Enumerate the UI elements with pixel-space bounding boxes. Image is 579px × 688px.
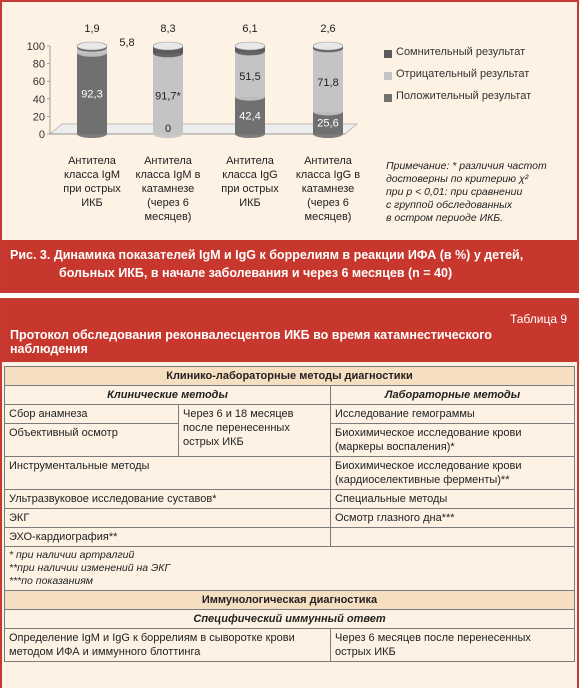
- table-cell: Инструментальные методы: [5, 457, 331, 490]
- category-label: класса IgG в: [295, 169, 361, 181]
- table-cell: Биохимическое исследование крови (маркеры воспаления)*: [331, 424, 575, 457]
- table-cell: Исследование гемограммы: [331, 405, 575, 424]
- bar-segment-bottom: [235, 130, 265, 138]
- y-tick-label: 60: [32, 76, 45, 89]
- y-tick-label: 40: [32, 93, 45, 106]
- category-label: ИКБ: [81, 197, 103, 209]
- legend-item: [384, 90, 574, 112]
- data-label: 6,1: [242, 23, 258, 35]
- table-number: Таблица 9: [509, 312, 567, 326]
- category-label: (через 6: [307, 197, 349, 209]
- data-label: 8,3: [160, 23, 176, 35]
- legend-item: [384, 46, 574, 68]
- caption-line: Рис. 3. Динамика показателей IgM и IgG к боррелиям в реакции ИФА (в %) у детей,: [10, 248, 524, 262]
- table-title: Протокол обследования реконвалесцентов ИКБ во время катамнестического наблюдения: [10, 328, 492, 356]
- table-cell: Определение IgM и IgG к боррелиям в сыворотке крови методом ИФА и иммунного блоттинга: [5, 629, 331, 662]
- table-cell: ЭХО-кардиография**: [5, 528, 331, 547]
- y-tick-label: 100: [26, 41, 45, 53]
- data-label: 91,7*: [155, 90, 181, 103]
- bar-top-cap: [235, 42, 265, 50]
- figure-caption: [2, 240, 577, 291]
- legend-swatch: [384, 94, 392, 102]
- footnote: **при наличии изменений на ЭКГ: [9, 562, 171, 574]
- bar-segment-bottom: [77, 130, 107, 138]
- column-header-lab: Лабораторные методы: [331, 386, 575, 405]
- table-cell: Биохимическое исследование крови (кардиоселективные ферменты)**: [331, 457, 575, 490]
- y-tick-label: 20: [32, 111, 45, 124]
- y-tick-label: 80: [32, 58, 45, 71]
- bar-top-cap: [153, 42, 183, 50]
- note-line: достоверны по критерию χ²: [386, 173, 529, 185]
- table-cell: Сбор анамнеза: [5, 405, 179, 424]
- chart-note: [386, 160, 572, 225]
- data-label: 5,8: [119, 37, 135, 50]
- figure-panel: [0, 0, 579, 293]
- caption-line: больных ИКБ, в начале заболевания и через 6 месяцев (n = 40): [59, 266, 453, 280]
- table-footnotes: [5, 547, 575, 591]
- category-label: Антитела: [226, 155, 274, 167]
- footnote: * при наличии артралгий: [9, 549, 135, 561]
- table-header: [2, 300, 577, 362]
- subsection-header: Специфический иммунный ответ: [5, 610, 575, 629]
- protocol-table: [4, 366, 575, 662]
- category-label: Антитела: [304, 155, 352, 167]
- table-cell: Специальные методы: [331, 490, 575, 509]
- bar-top-cap: [77, 42, 107, 50]
- data-label: 42,4: [239, 110, 261, 123]
- stacked-bar-chart: [6, 6, 378, 228]
- category-label: при острых: [221, 183, 279, 195]
- category-label: класса IgM в: [135, 169, 201, 181]
- note-line: при р < 0,01: при сравнении: [386, 186, 523, 198]
- table-cell: ЭКГ: [5, 509, 331, 528]
- table-cell: [331, 528, 575, 547]
- data-label: 25,6: [317, 117, 339, 130]
- note-line: в остром периоде ИКБ.: [386, 212, 504, 224]
- data-label: 2,6: [320, 23, 336, 35]
- data-label: 1,9: [84, 23, 100, 35]
- legend-label: Сомнительный результат: [396, 46, 526, 58]
- table-cell: Через 6 месяцев после перенесенных острых ИКБ: [331, 629, 575, 662]
- column-header-clinical: Клинические методы: [5, 386, 331, 405]
- category-label: при острых: [63, 183, 121, 195]
- table-cell: Осмотр глазного дна***: [331, 509, 575, 528]
- legend-label: Отрицательный результат: [396, 68, 530, 80]
- legend-item: [384, 68, 574, 90]
- category-label: класса IgG: [222, 169, 278, 181]
- legend-swatch: [384, 50, 392, 58]
- category-label: (через 6: [147, 197, 189, 209]
- category-label: катамнезе: [301, 183, 355, 195]
- chart-legend: [384, 46, 574, 112]
- section-header: Иммунологическая диагностика: [5, 591, 575, 610]
- note-line: Примечание: * различия частот: [386, 160, 547, 172]
- category-label: катамнезе: [141, 183, 195, 195]
- data-label: 0: [164, 123, 172, 135]
- bar-segment-bottom: [235, 93, 265, 101]
- bar-segment-bottom: [313, 130, 343, 138]
- footnote: ***по показаниям: [9, 575, 94, 587]
- data-label: 92,3: [81, 88, 103, 101]
- table-cell: Ультразвуковое исследование суставов*: [5, 490, 331, 509]
- note-line: с группой обследованных: [386, 199, 513, 211]
- bar-segment-bottom: [313, 107, 343, 115]
- category-label: Антитела: [144, 155, 192, 167]
- category-label: класса IgM: [64, 169, 120, 181]
- category-label: месяцев): [304, 211, 352, 223]
- legend-label: Положительный результат: [396, 90, 532, 102]
- table-cell: Объективный осмотр: [5, 424, 179, 457]
- legend-swatch: [384, 72, 392, 80]
- category-label: месяцев): [144, 211, 192, 223]
- y-tick-label: 0: [38, 129, 45, 141]
- table-panel: [0, 298, 579, 688]
- section-header: Клинико-лабораторные методы диагностики: [5, 367, 575, 386]
- category-label: Антитела: [68, 155, 116, 167]
- data-label: 71,8: [317, 76, 339, 89]
- bar-top-cap: [313, 42, 343, 50]
- data-label: 51,5: [239, 71, 261, 84]
- bar-segment-bottom: [153, 49, 183, 57]
- table-cell: Через 6 и 18 месяцев после перенесенных острых ИКБ: [179, 405, 331, 457]
- category-label: ИКБ: [239, 197, 261, 209]
